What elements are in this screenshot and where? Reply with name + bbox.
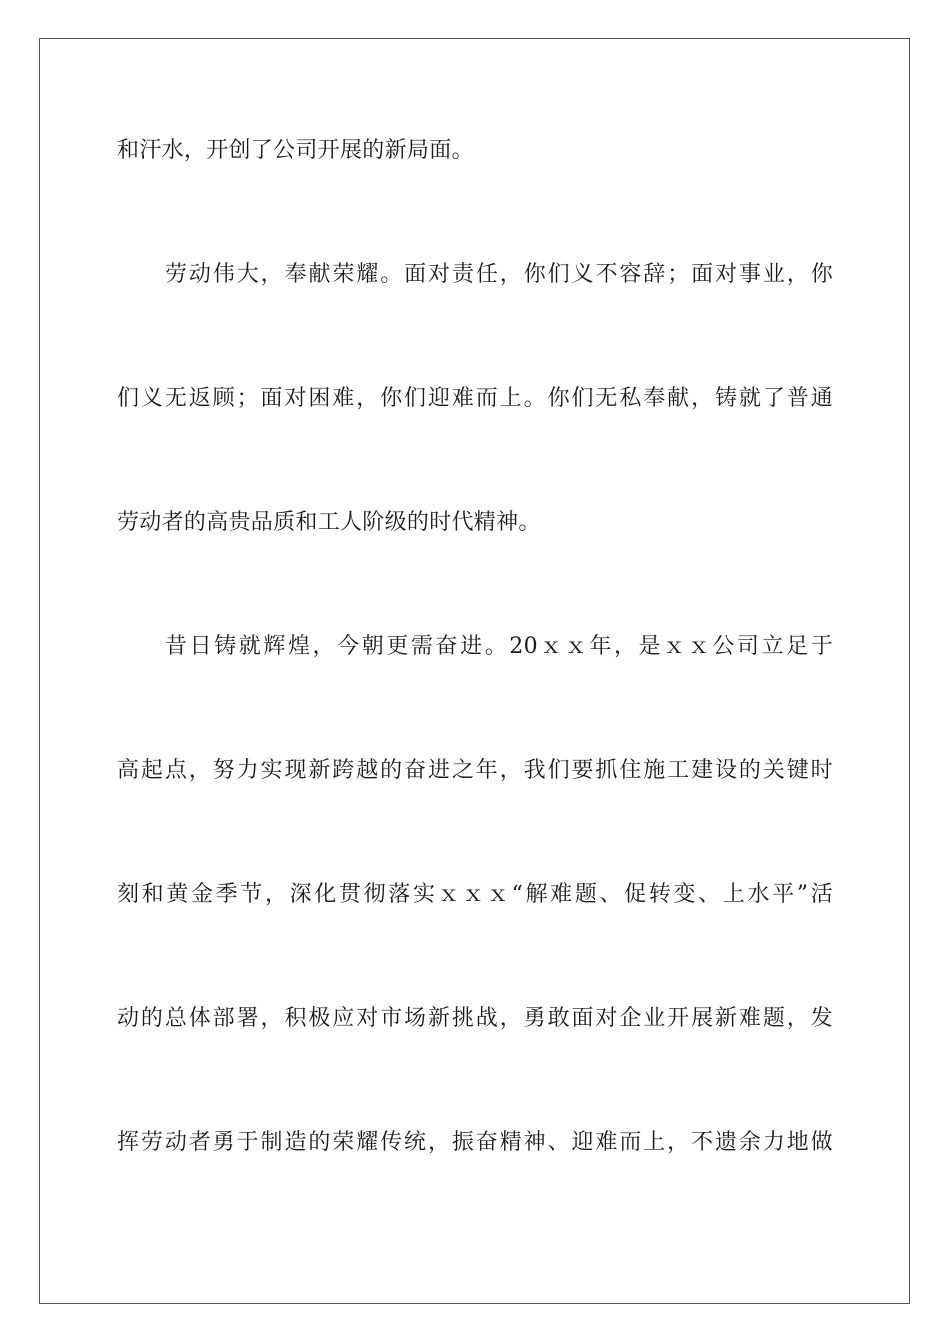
text-line-3: 们义无返顾；面对困难，你们迎难而上。你们无私奉献，铸就了普通 [117,386,833,411]
text-line-4: 劳动者的高贵品质和工人阶级的时代精神。 [117,510,541,535]
text-line-5: 昔日铸就辉煌，今朝更需奋进。20ｘｘ年，是ｘｘ公司立足于 [165,634,833,659]
text-line-7: 刻和黄金季节，深化贯彻落实ｘｘｘ“解难题、促转变、上水平”活 [117,882,833,907]
text-line-9: 挥劳动者勇于制造的荣耀传统，振奋精神、迎难而上，不遗余力地做 [117,1130,833,1155]
text-line-1: 和汗水，开创了公司开展的新局面。 [117,138,474,163]
page-border [39,38,910,1304]
text-line-8: 动的总体部署，积极应对市场新挑战，勇敢面对企业开展新难题，发 [117,1006,833,1031]
text-line-2: 劳动伟大，奉献荣耀。面对责任，你们义不容辞；面对事业，你 [165,262,833,287]
text-line-6: 高起点，努力实现新跨越的奋进之年，我们要抓住施工建设的关键时 [117,758,833,783]
